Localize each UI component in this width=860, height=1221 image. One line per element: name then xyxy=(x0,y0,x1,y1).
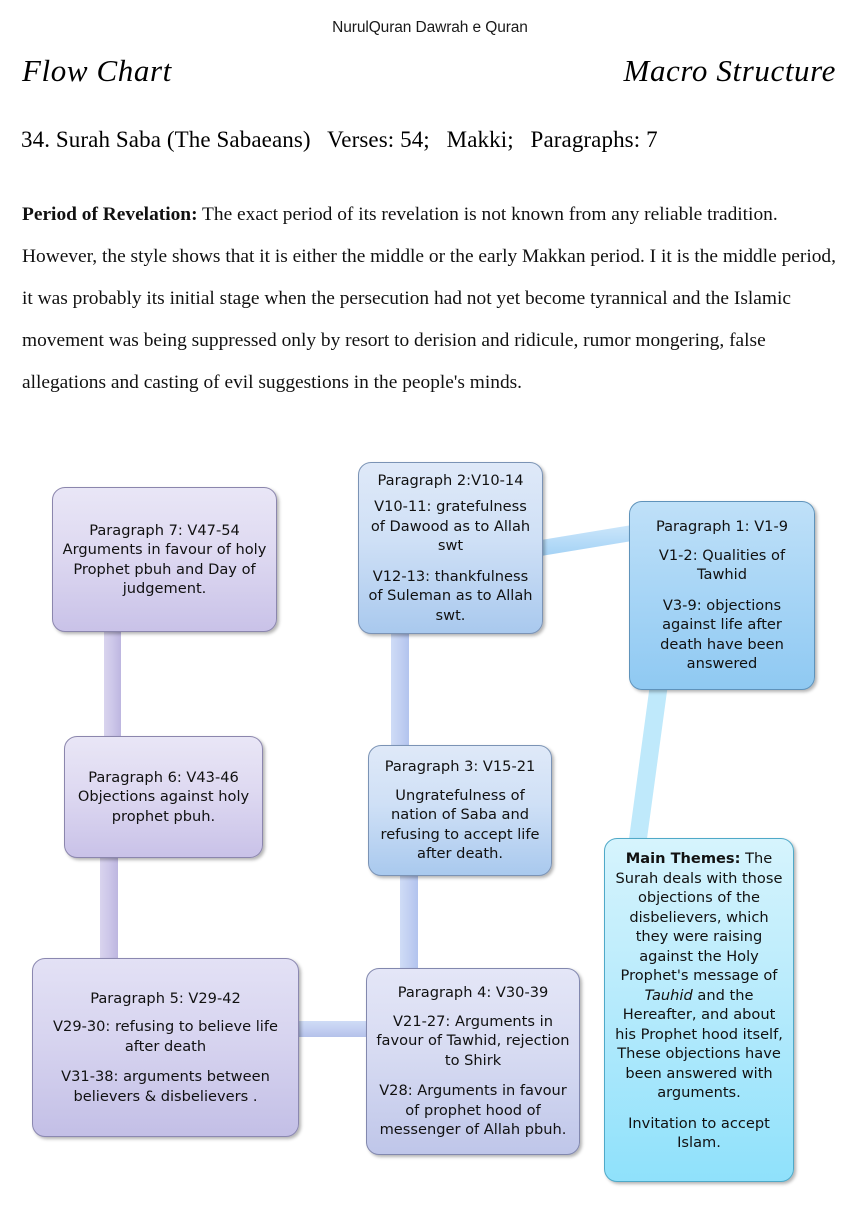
edge-para6-para5 xyxy=(100,858,118,962)
node-line: V12-13: thankfulness of Suleman as to Allah swt. xyxy=(368,567,533,624)
node-heading: Paragraph 4: V30-39 xyxy=(397,984,549,1002)
main-themes-text-2: and the Hereafter, and about his Prophet hood itself, These objections have been answered with arguments. xyxy=(615,986,783,1101)
edge-para7-para6 xyxy=(104,632,121,746)
edge-para2-para3 xyxy=(391,634,409,756)
macro-structure-title: Macro Structure xyxy=(623,53,836,88)
node-line: V21-27: Arguments in favour of Tawhid, rejection to Shirk xyxy=(376,1012,570,1069)
node-paragraph-3[interactable] xyxy=(368,745,552,876)
edge-para2-para1 xyxy=(541,525,632,556)
edge-para5-para4 xyxy=(296,1021,368,1037)
site-title: NurulQuran Dawrah e Quran xyxy=(332,19,528,36)
node-heading: Paragraph 7: V47-54 xyxy=(89,521,240,539)
period-of-revelation-heading: Period of Revelation: xyxy=(22,204,198,225)
node-main-themes[interactable] xyxy=(604,838,794,1182)
main-themes-tauhid: Tauhid xyxy=(644,986,693,1004)
flow-chart-title: Flow Chart xyxy=(22,53,172,88)
node-paragraph-5[interactable] xyxy=(32,958,299,1137)
node-line: V28: Arguments in favour of prophet hood of messenger of Allah pbuh. xyxy=(379,1082,567,1139)
node-line: V10-11: gratefulness of Dawood as to Allah swt xyxy=(370,498,531,555)
node-line: Arguments in favour of holy Prophet pbuh and Day of judgement. xyxy=(62,541,267,597)
main-themes-body xyxy=(614,849,784,1103)
node-heading: Paragraph 2:V10-14 xyxy=(377,471,524,489)
node-heading: Paragraph 5: V29-42 xyxy=(90,989,241,1007)
node-heading: Paragraph 3: V15-21 xyxy=(384,758,536,776)
node-line: V1-2: Qualities of Tawhid xyxy=(658,546,786,584)
node-paragraph-1[interactable] xyxy=(629,501,815,690)
node-line: V3-9: objections against life after death have been answered xyxy=(660,596,784,673)
main-themes-invitation: Invitation to accept Islam. xyxy=(628,1114,770,1151)
node-paragraph-4[interactable] xyxy=(366,968,580,1155)
verses-count: Verses: 54; xyxy=(327,127,430,152)
surah-name: 34. Surah Saba (The Sabaeans) xyxy=(21,127,311,152)
node-line: Objections against holy prophet pbuh. xyxy=(77,788,250,825)
node-line: V29-30: refusing to believe life after death xyxy=(53,1018,278,1055)
node-line: V31-38: arguments between believers & disbelievers . xyxy=(61,1068,270,1105)
revelation-place: Makki; xyxy=(446,127,514,152)
node-line: Ungratefulness of nation of Saba and refusing to accept life after death. xyxy=(380,786,540,863)
edge-para3-para4 xyxy=(400,876,418,974)
node-paragraph-6[interactable] xyxy=(64,736,263,858)
period-of-revelation-text: The exact period of its revelation is not known from any reliable tradition. However, the style shows that it is either the middle or the early Makkan period. I it is the middle period, it was probably its initial stage when the persecution had not yet become tyrannical and the Islamic movement was being suppressed only by resort to derision and ridicule, rumor mongering, false allegations and casting of evil suggestions in the people's minds. xyxy=(22,204,836,393)
node-paragraph-2[interactable] xyxy=(358,462,543,634)
paragraph-count: Paragraphs: 7 xyxy=(530,127,658,152)
node-paragraph-7[interactable] xyxy=(52,487,277,632)
edge-para1-mainthemes xyxy=(628,684,668,846)
main-themes-text-1: The Surah deals with those objections of the disbelievers, which they were raising against the Holy Prophet's message of xyxy=(615,850,783,984)
node-heading: Paragraph 6: V43-46 xyxy=(88,768,239,786)
main-themes-heading: Main Themes: xyxy=(625,850,741,867)
node-heading: Paragraph 1: V1-9 xyxy=(655,518,789,536)
